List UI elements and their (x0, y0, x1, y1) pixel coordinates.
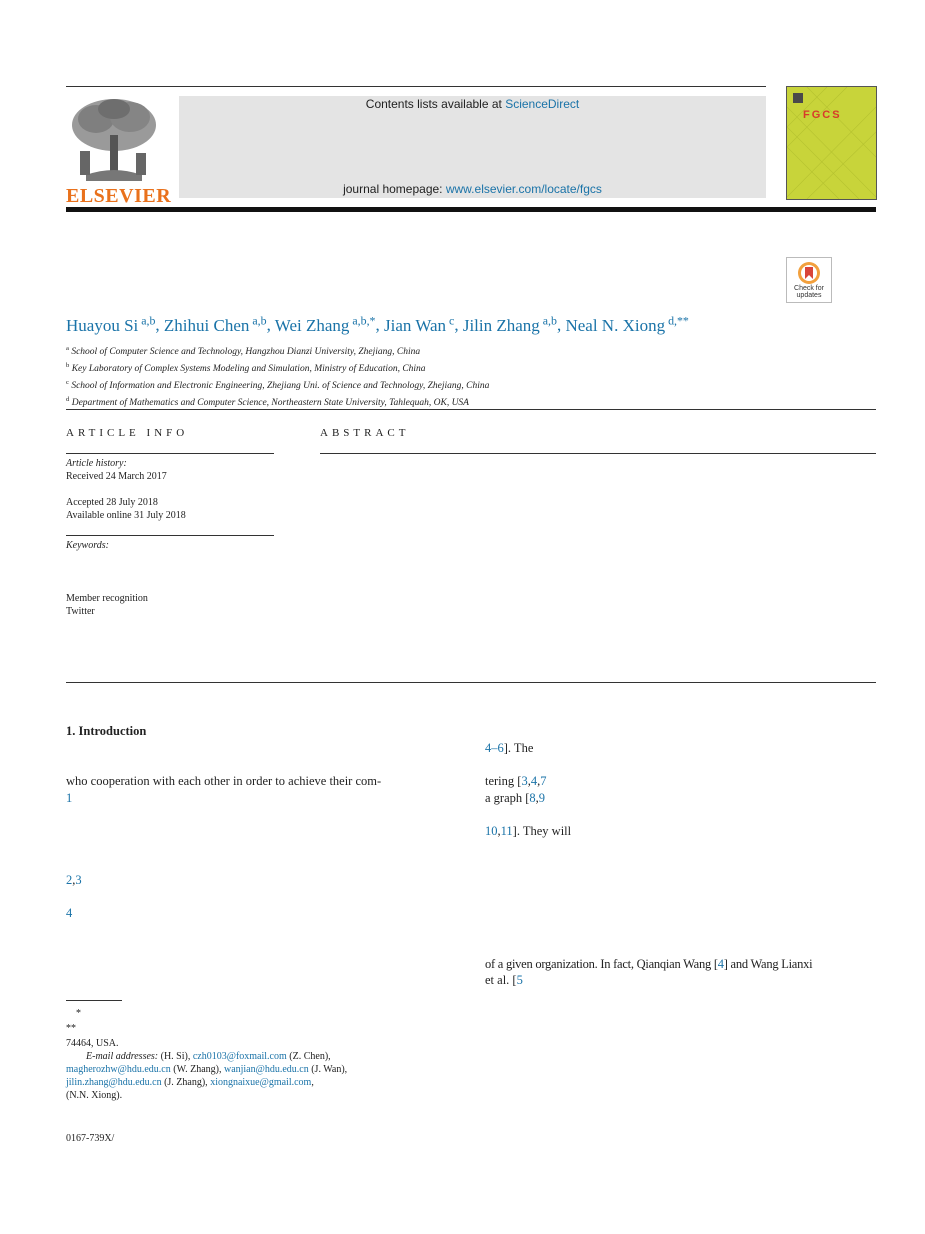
check-updates-label (787, 285, 831, 299)
intro-left-ref (66, 790, 72, 807)
intro-right-line: 4–6]. The (485, 741, 534, 755)
email-link[interactable]: jilin.zhang@hdu.edu.cn (66, 1077, 162, 1088)
available-date: Available online 31 July 2018 (66, 510, 186, 521)
intro-right-line: tering [3,4,7 (485, 774, 547, 788)
citation-link[interactable]: 9 (538, 791, 546, 805)
citation-link[interactable]: 3 (521, 774, 528, 788)
header-thick-rule (66, 207, 876, 212)
homepage-prefix: journal homepage: (343, 182, 446, 196)
citation-link[interactable]: 4 (717, 957, 724, 971)
front-matter-bottom-rule (66, 682, 876, 683)
cover-pattern-icon (787, 87, 876, 199)
keyword: Twitter (66, 606, 95, 617)
author[interactable]: Jilin Zhang $^{a,b}$ (462, 313, 557, 335)
email-link[interactable]: xiongnaixue@gmail.com (210, 1077, 312, 1088)
received-date: Received 24 March 2017 (66, 471, 167, 482)
check-updates-icon (797, 261, 821, 285)
citation-link[interactable]: 4 (530, 774, 538, 788)
email-link[interactable]: czh0103@foxmail.com (192, 1051, 287, 1062)
elsevier-logo[interactable] (66, 95, 172, 207)
header-top-rule (66, 86, 766, 87)
affiliation: $^b$ Key Laboratory of Complex Systems Modeling and Simulation, Ministry of Education, China (66, 362, 426, 375)
check-updates-line2: updates (796, 292, 822, 299)
email-line: E-mail addresses: (H. Si), czh0103@foxmail.com (Z. Chen), (86, 1051, 331, 1062)
intro-right-line: a graph [8,9 (485, 791, 546, 805)
history-label: Article history: (66, 458, 127, 469)
article-history (66, 457, 186, 522)
keyword: Member recognition (66, 593, 148, 604)
author-list: Huayou Si $^{a,b}$, Zhihui Chen $^{a,b}$, Wei Zhang $^{a,b,*}$, Jian Wan $^c$, Jilin Zhang $^{a,b}$, Neal N. Xiong $^{d,**}$ (66, 313, 689, 335)
citation-link[interactable]: 2 (66, 873, 73, 887)
citation-link[interactable]: 4 (66, 906, 73, 920)
email-line: magherozhw@hdu.edu.cn (W. Zhang), wanjian@hdu.edu.cn (J. Wan), (66, 1064, 348, 1075)
issn: 0167-739X/ (66, 1133, 115, 1144)
elsevier-wordmark: ELSEVIER (66, 185, 172, 207)
author[interactable]: Jian Wan $^c$ (384, 313, 455, 335)
affiliations (66, 342, 489, 411)
intro-left-ref (66, 905, 72, 922)
email-link[interactable]: wanjian@hdu.edu.cn (223, 1064, 309, 1075)
email-addresses (66, 1050, 347, 1102)
homepage-line (179, 182, 766, 196)
article-info-rule (66, 453, 274, 454)
intro-right-line: of a given organization. In fact, Qianqian Wang [4] and Wang Lianxi (485, 957, 813, 971)
citation-link[interactable]: 3 (75, 873, 82, 887)
keywords-label: Keywords: (66, 540, 109, 551)
email-link[interactable]: magherozhw@hdu.edu.cn (66, 1064, 171, 1075)
keywords-rule (66, 535, 274, 536)
intro-right-line: 10,11]. They will (485, 824, 572, 838)
sciencedirect-link[interactable]: ScienceDirect (505, 97, 580, 111)
intro-left-line: who cooperation with each other in order to achieve their com- (66, 774, 382, 788)
journal-homepage-link[interactable]: www.elsevier.com/locate/fgcs (445, 182, 602, 196)
corresponding-mark-2: ** (66, 1023, 76, 1034)
email-label: E-mail addresses: (86, 1051, 159, 1062)
corresponding-mark: * (76, 1008, 81, 1019)
abstract-rule (320, 453, 876, 454)
email-line: jilin.zhang@hdu.edu.cn (J. Zhang), xiongnaixue@gmail.com, (66, 1077, 314, 1088)
affiliation: $^a$ School of Computer Science and Technology, Hangzhou Dianzi University, Zhejiang, China (66, 345, 421, 358)
intro-left-ref: 2,3 (66, 873, 82, 887)
elsevier-tree-icon (66, 95, 162, 183)
section-heading: 1. Introduction (66, 724, 147, 738)
contents-prefix: Contents lists available at (365, 97, 506, 111)
article-info-heading: ARTICLE INFO (66, 427, 189, 439)
author[interactable]: Zhihui Chen $^{a,b}$ (163, 313, 267, 335)
footnote-rule (66, 1000, 122, 1001)
citation-link[interactable]: 8 (529, 791, 536, 805)
cover-title: FGCS (803, 109, 842, 121)
journal-cover[interactable] (786, 86, 877, 200)
email-line: (N.N. Xiong). (66, 1090, 123, 1101)
abstract-heading: ABSTRACT (320, 427, 410, 439)
check-for-updates-badge[interactable] (786, 257, 832, 303)
citation-link[interactable]: 7 (540, 774, 547, 788)
author[interactable]: Wei Zhang $^{a,b,*}$ (274, 313, 376, 335)
authors-bottom-rule (66, 409, 876, 410)
citation-link[interactable]: 4–6 (485, 741, 504, 755)
affiliation: $^d$ Department of Mathematics and Computer Science, Northeastern State University, Tahlequah, OK, USA (66, 396, 469, 409)
contents-line (179, 97, 766, 111)
accepted-date: Accepted 28 July 2018 (66, 497, 158, 508)
footnote-zip: 74464, USA. (66, 1038, 119, 1049)
citation-link[interactable]: 1 (66, 791, 73, 805)
author[interactable]: Neal N. Xiong $^{d,**}$ (565, 313, 689, 335)
citation-link[interactable]: 10 (485, 824, 498, 838)
affiliation: $^c$ School of Information and Electronic Engineering, Zhejiang Uni. of Science and Technology, Zhejiang, China (66, 379, 490, 392)
author[interactable]: Huayou Si $^{a,b}$ (66, 313, 156, 335)
intro-right-line: et al. [5 (485, 973, 523, 987)
keywords-list (66, 592, 148, 618)
journal-info-box (179, 96, 766, 198)
citation-link[interactable]: 11 (500, 824, 513, 838)
check-updates-line1: Check for (794, 285, 824, 292)
citation-link[interactable]: 5 (516, 973, 523, 987)
